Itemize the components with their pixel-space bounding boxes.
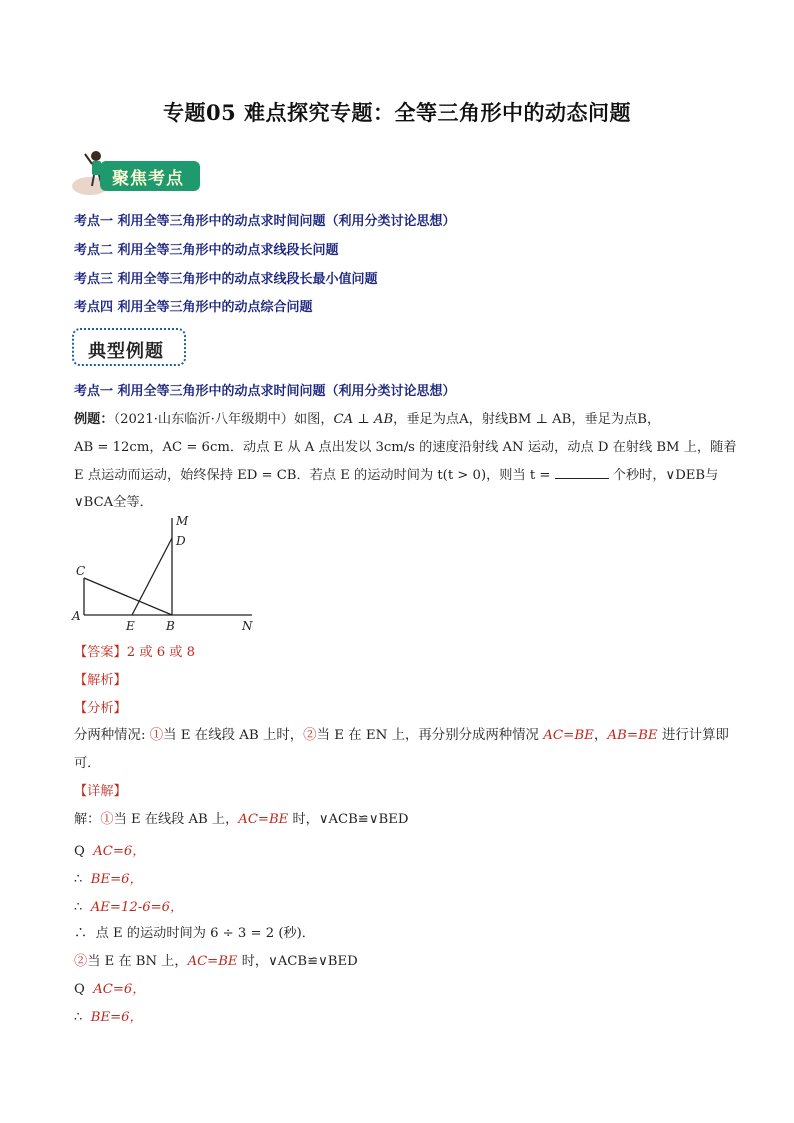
detail-l7-mark: Q <box>74 982 85 997</box>
detail-line-2 <box>74 840 145 859</box>
example-source: （2021·山东临沂·八年级期中）如图， <box>113 412 334 427</box>
analysis-label: 【解析】 <box>74 673 127 688</box>
kaodian-1: 考点一 利用全等三角形中的动点求时间问题（利用分类讨论思想） <box>74 214 456 229</box>
label-b: B <box>166 619 175 633</box>
label-m: M <box>176 514 189 528</box>
detail-l8-eq: BE=6， <box>90 1010 143 1025</box>
label-n: N <box>242 619 253 633</box>
answer-blank <box>555 466 609 479</box>
label-a: A <box>72 609 81 623</box>
detail-circle-1: ① <box>100 812 114 827</box>
example-line-4: ∨BCA全等． <box>74 495 153 510</box>
fenxi-text-d: 进行计算即 <box>657 728 729 743</box>
detail-line-8 <box>74 1006 143 1025</box>
fenxi-sep: ， <box>593 728 608 743</box>
detail-l6-eq: AC=BE <box>187 954 238 969</box>
focus-section-badge <box>68 146 202 198</box>
page-title: 专题05 难点探究专题：全等三角形中的动态问题 <box>162 100 632 125</box>
detail-line-3 <box>74 868 143 887</box>
answer-value: 2 或 6 或 8 <box>126 645 196 660</box>
example-heading: 考点一 利用全等三角形中的动点求时间问题（利用分类讨论思想） <box>74 384 456 399</box>
examples-badge-label: 典型例题 <box>88 341 164 362</box>
kaodian-3: 考点三 利用全等三角形中的动点求线段长最小值问题 <box>74 272 378 287</box>
example-line3a: E 点运动而运动，始终保持 ED = CB．若点 E 的运动时间为 t(t > 0)，则当 t = <box>74 468 551 483</box>
fenxi-text-a: 分两种情况: <box>74 728 150 743</box>
segment-ed <box>132 538 172 615</box>
detail-l3-mark: ∴ <box>74 872 83 887</box>
fenxi-circle-2: ② <box>303 728 317 743</box>
detail-line-1 <box>74 808 408 827</box>
answer-label: 【答案】 <box>74 645 127 660</box>
detail-line-5 <box>74 922 315 941</box>
label-c: C <box>76 564 86 578</box>
fenxi-eq-1: AC=BE <box>543 728 594 743</box>
detail-l2-mark: Q <box>74 844 85 859</box>
example-line3b: 个秒时，∨DEB与 <box>612 468 719 483</box>
fenxi-eq-2: AB=BE <box>607 728 658 743</box>
detail-circle-2: ② <box>74 954 88 969</box>
fenxi-line-1 <box>74 724 729 743</box>
detail-l2-eq: AC=6， <box>93 844 146 859</box>
detail-l1-eq: AC=BE <box>238 812 289 827</box>
detail-l6-tail: 时，∨ACB≌∨BED <box>237 954 358 969</box>
fenxi-label: 【分析】 <box>74 701 127 716</box>
fenxi-text-c: 当 E 在 EN 上，再分别分成两种情况 <box>316 728 544 743</box>
example-label: 例题： <box>74 412 114 427</box>
kaodian-4: 考点四 利用全等三角形中的动点综合问题 <box>74 300 313 315</box>
example-line-1 <box>74 408 660 427</box>
segment-cb <box>84 578 172 615</box>
label-d: D <box>176 534 186 548</box>
detail-line-7 <box>74 978 145 997</box>
label-e: E <box>126 619 135 633</box>
detail-l5-text: 点 E 的运动时间为 6 ÷ 3 = 2 (秒)． <box>95 926 315 941</box>
detail-line-4 <box>74 896 183 915</box>
fenxi-circle-1: ① <box>149 728 164 743</box>
detail-l5-mark: ∴ <box>74 926 88 941</box>
detail-l4-eq: AE=12-6=6， <box>90 900 184 915</box>
detail-l3-eq: BE=6， <box>90 872 143 887</box>
focus-badge-label: 聚焦考点 <box>112 169 184 189</box>
example-line-3 <box>74 464 718 483</box>
detail-l6-text: 当 E 在 BN 上， <box>87 954 188 969</box>
example-line-2: AB = 12cm，AC = 6cm．动点 E 从 A 点出发以 3cm/s 的速度沿射线 AN 运动，动点 D 在射线 BM 上，随着 <box>74 440 737 455</box>
example-line1-rest: ，垂足为点A，射线BM ⊥ AB，垂足为点B， <box>393 412 661 427</box>
example-cond1: CA ⊥ AB <box>333 412 394 427</box>
detail-line-6 <box>74 950 358 969</box>
detail-label: 【详解】 <box>74 784 127 799</box>
detail-l8-mark: ∴ <box>74 1010 83 1025</box>
kaodian-2: 考点二 利用全等三角形中的动点求线段长问题 <box>74 243 339 258</box>
fenxi-text-b: 当 E 在线段 AB 上时， <box>163 728 304 743</box>
detail-prefix: 解： <box>74 812 101 827</box>
geometry-figure <box>60 510 270 635</box>
detail-l7-eq: AC=6， <box>93 982 146 997</box>
examples-section-badge <box>72 328 186 366</box>
detail-l1-tail: 时，∨ACB≌∨BED <box>288 812 409 827</box>
answer-line <box>74 641 195 660</box>
detail-l4-mark: ∴ <box>74 900 83 915</box>
fenxi-line-2: 可． <box>74 756 101 771</box>
detail-l1-text: 当 E 在线段 AB 上， <box>113 812 239 827</box>
